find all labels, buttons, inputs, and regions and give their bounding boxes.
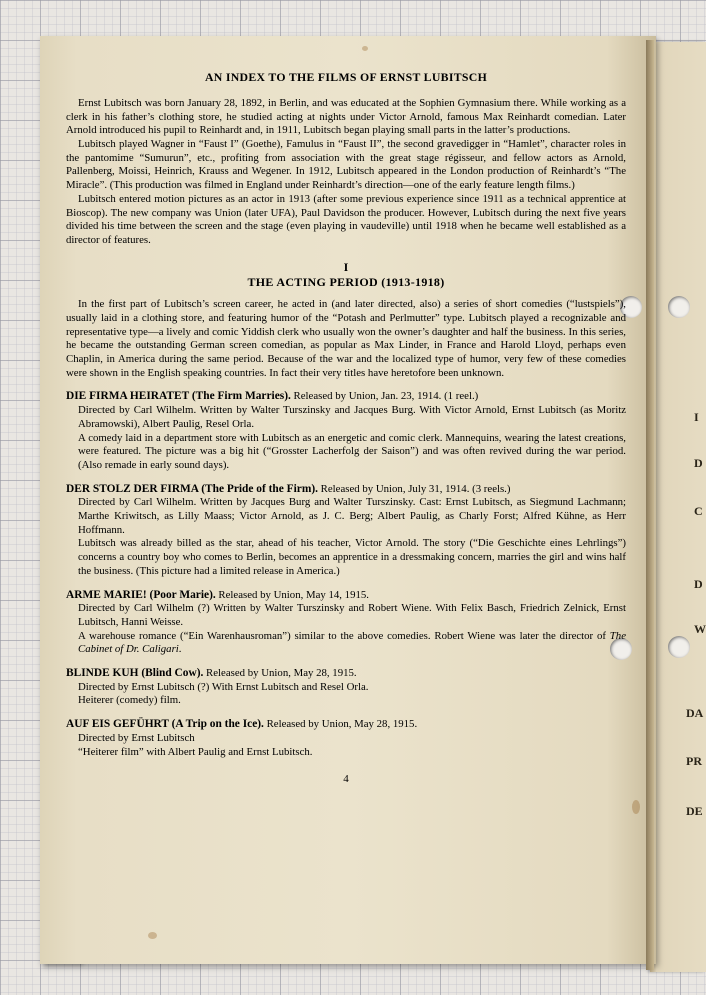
foxing-spot (148, 932, 157, 939)
film-description (66, 630, 626, 657)
film-title: ARME MARIE! (Poor Marie). (66, 588, 216, 601)
film-title: BLINDE KUH (Blind Cow). (66, 667, 204, 680)
film-credits: Directed by Ernst Lubitsch (?) With Ernst Lubitsch and Resel Orla. (78, 680, 369, 693)
edge-letter: PR (686, 754, 702, 768)
foxing-spot (362, 46, 368, 51)
next-page-edge (650, 42, 706, 972)
edge-letter: DE (686, 804, 703, 818)
section-number: I (343, 259, 349, 274)
film-release: Released by Union, May 28, 1915. (203, 667, 357, 680)
film-credits: Directed by Carl Wilhelm. Written by Walter Turszinsky and Jacques Burg. With Victor Arnold, Ernst Lubitsch (as Moritz Abramowski), Albert Paulig, Resel Orla. (78, 404, 626, 430)
film-heading (66, 717, 626, 732)
page-spine (646, 40, 654, 970)
section-title: THE ACTING PERIOD (1913-1918) (247, 274, 445, 289)
film-title: DER STOLZ DER FIRMA (The Pride of the Firm). (66, 482, 318, 495)
page-content (66, 70, 626, 787)
film-description: Heiterer (comedy) film. (78, 694, 181, 707)
film-credits: Directed by Carl Wilhelm. Written by Jacques Burg and Walter Turszinsky. Cast: Ernst Lubitsch, as Siegmund Lachmann; Marthe Kriwitsch, as Lilly Maass; Victor Arnold, as J. C. Berg; Albert Paulig, as Charly Forst; Alfred Kühne, as Herr Hoffmann. (78, 496, 626, 536)
film-release: Released by Union, May 28, 1915. (263, 718, 418, 731)
film-heading (66, 588, 626, 603)
film-title: AUF EIS GEFÜHRT (A Trip on the Ice). (66, 718, 264, 731)
edge-letter: W (694, 622, 706, 636)
intro-paragraph: Lubitsch played Wagner in “Faust I” (Goethe), Famulus in “Faust II”, the second gravedigger in “Hamlet”, character roles in the pantomime “Sumurun”, etc., profiting from association with the great stage régisseur, and fellow actors as Arnold, Pallenberg, Moissi, Heinrich, Krauss and Wegener. In 1912, Lubitsch appeared in the London production of Reinhardt’s “The Miracle”. (This production was filmed in England under Reinhardt’s direction—one of the early feature length films.) (66, 138, 626, 192)
film-release: Released by Union, May 14, 1915. (215, 588, 369, 601)
film-title: DIE FIRMA HEIRATET (The Firm Marries). (66, 390, 291, 403)
foxing-spot (632, 800, 640, 814)
edge-letter: D (694, 577, 703, 591)
film-description: “Heiterer film” with Albert Paulig and Ernst Lubitsch. (78, 745, 313, 758)
film-credits: Directed by Ernst Lubitsch (78, 731, 195, 744)
film-release: Released by Union, July 31, 1914. (3 reels.) (317, 482, 511, 495)
punctuation: . (178, 643, 182, 656)
film-title-reference: The Cabinet of Dr. Caligari (78, 629, 626, 656)
intro-paragraph: Lubitsch entered motion pictures as an actor in 1913 (after some previous experience since 1911 as a technical apprentice at Bioscop). The new company was Union (later UFA), Paul Davidson the producer. However, Lubitsch during the next five years divided his time between the screen and the stage (even playing in vaudeville) until 1918 when he became well established as a director of features. (66, 192, 626, 246)
film-entry (66, 482, 626, 579)
page-number: 4 (343, 773, 349, 786)
film-entry (66, 389, 626, 472)
edge-letter: DA (686, 706, 704, 720)
film-heading (66, 482, 626, 497)
film-entry (66, 717, 626, 759)
film-heading (66, 389, 626, 404)
punch-hole (668, 636, 690, 658)
film-description: Lubitsch was already billed as the star, ahead of his teacher, Victor Arnold. The story (“Die Geschichte eines Lehrlings”) concerns a country boy who comes to Berlin, becomes an apprentice in a dressmaking concern, marries the girl and wins half the business. (This picture had a limited release in America.) (78, 537, 626, 577)
intro-paragraph: Ernst Lubitsch was born January 28, 1892, in Berlin, and was educated at the Sophien Gymnasium there. While working as a clerk in his father’s clothing store, he studied acting at nights under Victor Arnold, famous Max Reinhardt comedian. Later Arnold introduced his pupil to Reinhardt and, in 1911, Lubitsch began playing small parts in the latter’s productions. (66, 96, 626, 137)
punch-hole (668, 296, 690, 318)
edge-letter: D (694, 456, 703, 470)
film-description: A comedy laid in a department store with Lubitsch as an energetic and comic clerk. Mannequins, wearing the latest creations, were featured. The picture was a big hit (“Grosster Lacherfolg der Saison”) and was often revived during the war period. (Also remade in early sound days). (78, 431, 626, 471)
page-title: AN INDEX TO THE FILMS OF ERNST LUBITSCH (204, 70, 488, 84)
film-description-text: A warehouse romance (“Ein Warenhausroman”) similar to the above comedies. Robert Wiene was later the director of (78, 629, 610, 642)
section-intro: In the first part of Lubitsch’s screen career, he acted in (and later directed, also) a series of short comedies (“lustspiels”), usually laid in a clothing store, and featuring humor of the “Potash and Perlmutter” type. Lubitsch played a recognizable and representative type—a lively and comic Yiddish clerk who usually won the owner’s daughter and half the business. In this series, he became the outstanding German screen comedian, as popular as Max Linder, in France and Harold Lloyd, perhaps even Chaplin, in America during the same period. Because of the war and the localized type of humor, very few of these comedies were shown in the English speaking countries. In fact their very titles have heretofore been unknown. (66, 298, 626, 379)
film-entry (66, 666, 626, 708)
film-credits: Directed by Carl Wilhelm (?) Written by Walter Turszinsky and Robert Wiene. With Felix Basch, Friedrich Zelnick, Ernst Lubitsch, Hanni Weisse. (78, 602, 626, 628)
film-heading (66, 666, 626, 681)
film-release: Released by Union, Jan. 23, 1914. (1 reel.) (290, 390, 479, 403)
edge-letter: C (694, 504, 703, 518)
edge-letter: I (694, 410, 699, 424)
film-entry (66, 588, 626, 658)
